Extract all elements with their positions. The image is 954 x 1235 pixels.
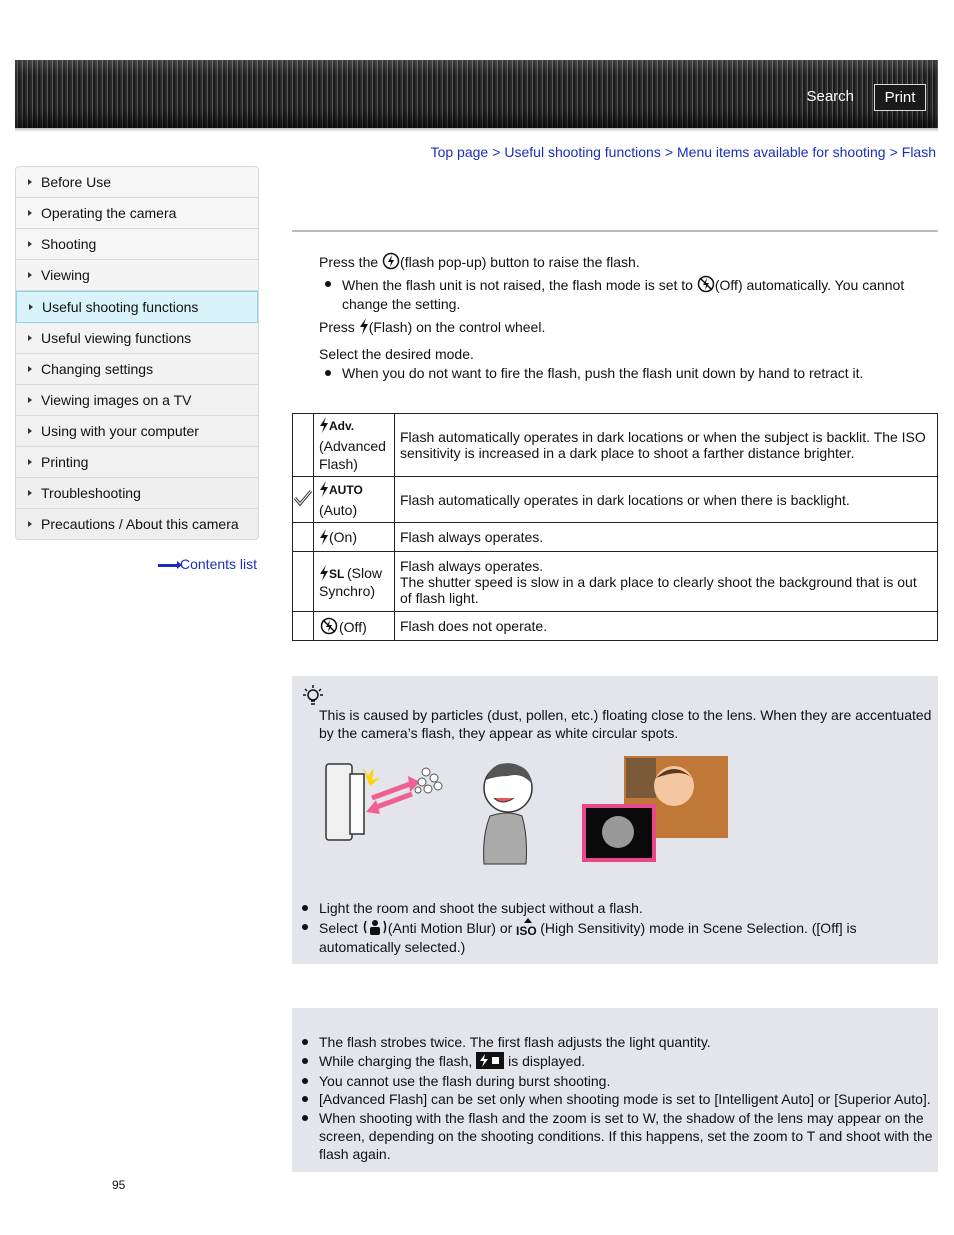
sidebar-item-useful-viewing[interactable]: Useful viewing functions: [16, 323, 258, 354]
flash-off-icon: [697, 275, 715, 293]
table-row: AUTO (Auto) Flash automatically operates in dark locations or when there is backlight.: [293, 477, 938, 523]
sidebar-item-printing[interactable]: Printing: [16, 447, 258, 478]
flash-icon: [359, 318, 369, 335]
svg-text:Adv.: Adv.: [329, 419, 355, 433]
svg-text:AUTO: AUTO: [329, 482, 363, 497]
divider: [292, 230, 938, 232]
table-row: Adv. (Advanced Flash) Flash automatically operates in dark locations or when the subject is backlit. The ISO sensitivity is increased in a dark place to shoot a farther distance brighter.: [293, 414, 938, 477]
camera-icon: [326, 764, 352, 840]
header-bar: [15, 60, 938, 128]
sidebar-nav: [15, 166, 259, 540]
flash-charging-icon: [476, 1052, 504, 1069]
svg-text:ISO: ISO: [516, 924, 537, 938]
notes-box: [292, 1008, 938, 1172]
arrow-right-icon: [28, 490, 32, 496]
sidebar-item-shooting[interactable]: Shooting: [16, 229, 258, 260]
flash-off-icon: [319, 617, 339, 635]
breadcrumb-top[interactable]: Top page: [430, 144, 489, 160]
flash-advanced-icon: [319, 417, 353, 433]
step-1-note: When the flash unit is not raised, the flash mode is set to (Off) automatically. You cannot change the setting.: [342, 277, 905, 312]
table-row: (On) Flash always operates.: [293, 523, 938, 552]
arrow-right-icon: [28, 366, 32, 372]
breadcrumb-current[interactable]: Flash: [901, 144, 936, 160]
sidebar-item-tv[interactable]: Viewing images on a TV: [16, 385, 258, 416]
step-3-note: When you do not want to fire the flash, push the flash unit down by hand to retract it.: [342, 365, 864, 381]
arrow-right-icon: [28, 335, 32, 341]
arrow-right-icon: [28, 210, 32, 216]
sidebar-item-viewing[interactable]: Viewing: [16, 260, 258, 291]
breadcrumb: Top page > Useful shooting functions > Menu items available for shooting > Flash: [430, 144, 936, 160]
step-1: Press the (flash pop-up) button to raise the flash.: [319, 254, 640, 270]
flash-auto-icon: [319, 481, 363, 497]
sidebar-item-before-use[interactable]: Before Use: [16, 167, 258, 198]
note-2: While charging the flash, is displayed.: [319, 1053, 586, 1069]
breadcrumb-useful[interactable]: Useful shooting functions: [504, 144, 661, 160]
arrow-right-icon: [28, 272, 32, 278]
step-3: Select the desired mode.: [319, 346, 474, 362]
flash-on-icon: [319, 529, 329, 545]
dust-spot-illustration: [322, 756, 734, 868]
hint-box: [292, 676, 938, 964]
sidebar-item-useful-shooting[interactable]: Useful shooting functions: [16, 291, 258, 323]
flash-mode-table: [292, 413, 938, 641]
arrow-right-icon: [28, 459, 32, 465]
note-4: [Advanced Flash] can be set only when shooting mode is set to [Intelligent Auto] or [Superior Auto].: [319, 1091, 931, 1107]
step-2: Press (Flash) on the control wheel.: [319, 319, 546, 335]
sidebar-item-operating[interactable]: Operating the camera: [16, 198, 258, 229]
note-1: The flash strobes twice. The first flash adjusts the light quantity.: [319, 1034, 711, 1050]
checkmark-icon: [293, 489, 313, 507]
hint-bullet-2: Select (Anti Motion Blur) or ISO (High Sensitivity) mode in Scene Selection. ([Off] is automatically selected.): [319, 920, 857, 955]
table-row: SL (Slow Synchro) Flash always operates. The shutter speed is slow in a dark place to clearly shoot the background that is out of flash light.: [293, 552, 938, 612]
hint-bullet-1: Light the room and shoot the subject without a flash.: [319, 900, 643, 916]
hint-bulb-icon: [302, 684, 324, 706]
arrow-right-icon: [29, 304, 33, 310]
arrow-link-icon: [158, 564, 178, 567]
arrow-right-icon: [28, 521, 32, 527]
print-button[interactable]: Print: [874, 84, 926, 111]
flash-slow-synchro-icon: [319, 565, 347, 581]
arrow-right-icon: [28, 179, 32, 185]
note-3: You cannot use the flash during burst shooting.: [319, 1073, 611, 1089]
arrow-right-icon: [28, 397, 32, 403]
arrow-right-icon: [28, 241, 32, 247]
hint-text: This is caused by particles (dust, pollen, etc.) floating close to the lens. When they are accentuated by the camera’s flash, they appear as white circular spots.: [319, 707, 932, 741]
page-number: 95: [112, 1178, 126, 1192]
flash-popup-icon: [382, 252, 400, 270]
sidebar-item-precautions[interactable]: Precautions / About this camera: [16, 509, 258, 539]
note-5: When shooting with the flash and the zoom is set to W, the shadow of the lens may appear on the screen, depending on the shooting conditions. If this happens, set the zoom to T and shoot with the flash again.: [319, 1110, 933, 1162]
sidebar-item-troubleshooting[interactable]: Troubleshooting: [16, 478, 258, 509]
contents-list-link[interactable]: Contents list: [158, 556, 257, 572]
search-link[interactable]: Search: [806, 88, 854, 105]
sidebar-item-changing-settings[interactable]: Changing settings: [16, 354, 258, 385]
breadcrumb-menu[interactable]: Menu items available for shooting: [677, 144, 886, 160]
anti-motion-blur-icon: [362, 918, 388, 936]
svg-text:SL: SL: [329, 566, 345, 581]
high-sensitivity-icon: [516, 918, 540, 936]
table-row: (Off) Flash does not operate.: [293, 612, 938, 641]
arrow-right-icon: [28, 428, 32, 434]
sidebar-item-computer[interactable]: Using with your computer: [16, 416, 258, 447]
